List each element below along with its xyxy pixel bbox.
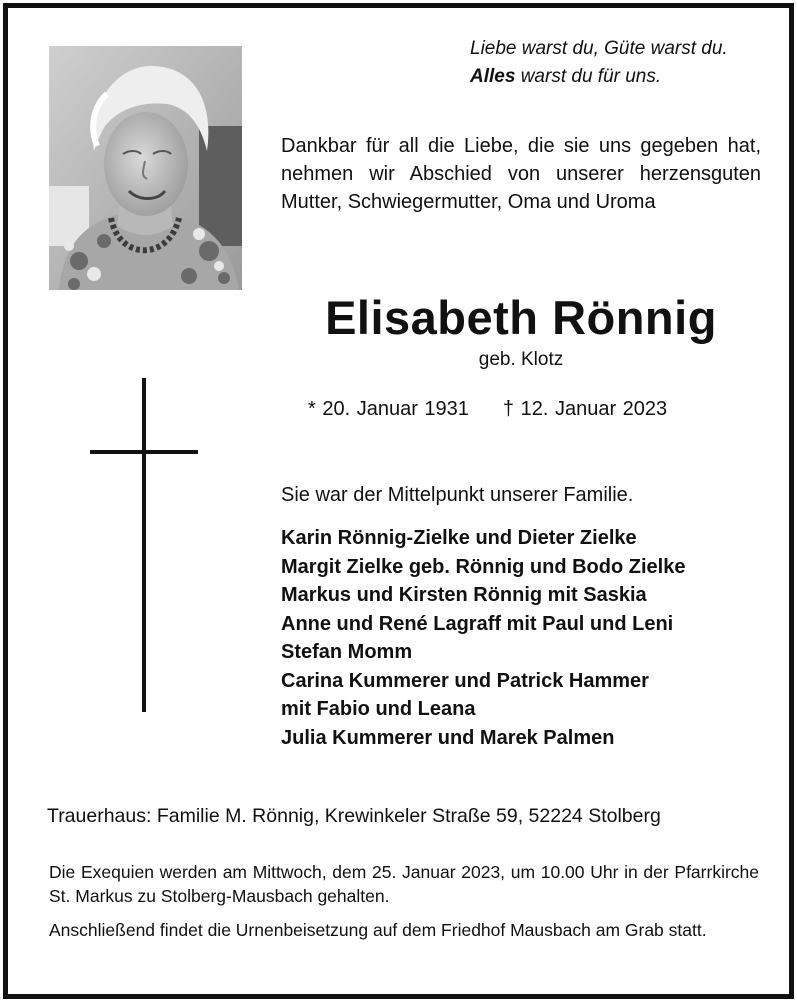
mourner: Julia Kummerer und Marek Palmen bbox=[281, 726, 615, 749]
cross-icon bbox=[142, 378, 146, 712]
quote bbox=[470, 35, 728, 91]
birth-name: geb. Klotz bbox=[478, 349, 564, 370]
mourner: mit Fabio und Leana bbox=[281, 698, 476, 720]
mourner: Carina Kummerer und Patrick Hammer bbox=[281, 669, 649, 692]
mourners-list bbox=[281, 524, 685, 752]
funeral-service-info: Die Exequien werden am Mittwoch, dem 25. Januar 2023, um 10.00 Uhr in der Pfarrkirche St. Markus zu Stolberg-Mausbach gehalten. bbox=[49, 862, 759, 906]
death-date: † 12. Januar 2023 bbox=[502, 398, 668, 420]
urn-burial-info: Anschließend findet die Urnenbeisetzung auf dem Friedhof Mausbach am Grab statt. bbox=[49, 920, 707, 940]
cross-icon-bar bbox=[90, 450, 198, 454]
quote-line-2-rest: warst du für uns. bbox=[515, 66, 662, 87]
quote-line-2 bbox=[470, 63, 728, 91]
mourner: Anne und René Lagraff mit Paul und Leni bbox=[281, 612, 674, 635]
mourner: Stefan Momm bbox=[281, 641, 413, 663]
birth-date: * 20. Januar 1931 bbox=[308, 398, 469, 420]
mourner: Margit Zielke geb. Rönnig und Bodo Zielke bbox=[281, 555, 686, 578]
mourner: Markus und Kirsten Rönnig mit Saskia bbox=[281, 584, 647, 606]
mourning-house: Trauerhaus: Familie M. Rönnig, Krewinkeler Straße 59, 52224 Stolberg bbox=[47, 805, 661, 827]
intro-text: Dankbar für all die Liebe, die sie uns gegeben hat, nehmen wir Abschied von unserer herzensguten Mutter, Schwiegermutter, Oma und Uroma bbox=[281, 135, 761, 213]
family-center-line: Sie war der Mittelpunkt unserer Familie. bbox=[281, 484, 634, 506]
obituary-frame bbox=[3, 3, 794, 999]
quote-line-1: Liebe warst du, Güte warst du. bbox=[470, 38, 728, 59]
mourner: Karin Rönnig-Zielke und Dieter Zielke bbox=[281, 527, 637, 549]
quote-bold-word: Alles bbox=[470, 66, 516, 87]
portrait-photo bbox=[49, 46, 242, 290]
life-dates bbox=[308, 398, 667, 421]
deceased-name: Elisabeth Rönnig bbox=[325, 291, 717, 344]
